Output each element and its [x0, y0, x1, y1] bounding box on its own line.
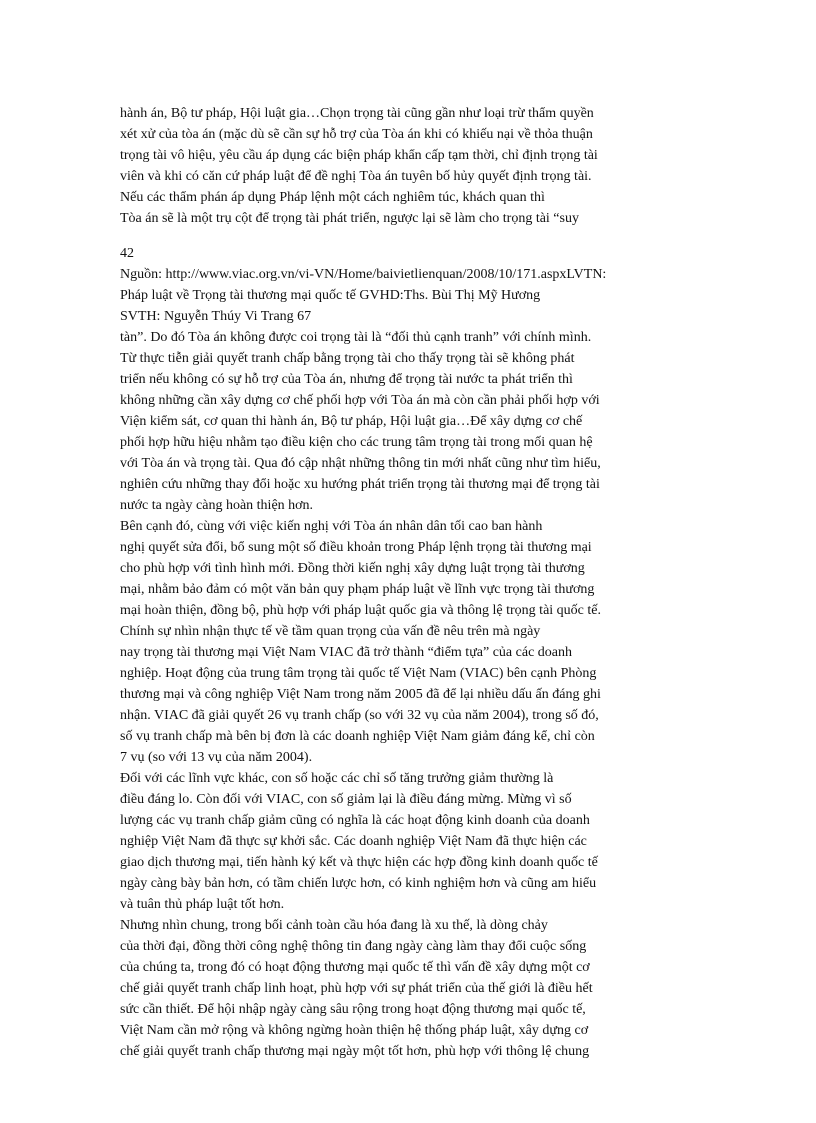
text-line: giao dịch thương mại, tiến hành ký kết và thực hiện các hợp đồng kinh doanh quốc tế	[120, 855, 598, 870]
text-line: Nhưng nhìn chung, trong bối cảnh toàn cầu hóa đang là xu thế, là dòng chảy	[120, 918, 548, 933]
footnote-number: 42	[120, 246, 134, 261]
text-line: lượng các vụ tranh chấp giảm cũng có nghĩa là các hoạt động kinh doanh của doanh	[120, 813, 590, 828]
text-line: triển nếu không có sự hỗ trợ của Tòa án, nhưng để trọng tài nước ta phát triển thì	[120, 372, 573, 387]
text-line: thương mại và công nghiệp Việt Nam trong năm 2005 đã để lại nhiều dấu ấn đáng ghi	[120, 687, 601, 702]
text-line: Viện kiểm sát, cơ quan thi hành án, Bộ tư pháp, Hội luật gia…Để xây dựng cơ chế	[120, 414, 583, 429]
text-line: trọng tài vô hiệu, yêu cầu áp dụng các biện pháp khẩn cấp tạm thời, chỉ định trọng tài	[120, 148, 598, 163]
text-line: sức cần thiết. Để hội nhập ngày càng sâu rộng trong hoạt động thương mại quốc tế,	[120, 1002, 586, 1017]
page-footer: SVTH: Nguyễn Thúy Vi Trang 67	[120, 309, 312, 324]
text-line: nghiên cứu những thay đổi hoặc xu hướng phát triển trọng tài thương mại để trọng tài	[120, 477, 600, 492]
text-line: nghị quyết sửa đổi, bổ sung một số điều khoản trong Pháp lệnh trọng tài thương mại	[120, 540, 592, 555]
text-line: chế giải quyết tranh chấp thương mại ngày một tốt hơn, phù hợp với thông lệ chung	[120, 1044, 590, 1059]
text-line: nước ta ngày càng hoàn thiện hơn.	[120, 498, 314, 513]
text-line: Việt Nam cần mở rộng và không ngừng hoàn thiện hệ thống pháp luật, xây dựng cơ	[120, 1023, 589, 1038]
text-line: chế giải quyết tranh chấp linh hoạt, phù hợp với sự phát triển của thế giới là điều hết	[120, 981, 593, 996]
text-line: nghiệp. Hoạt động của trung tâm trọng tài quốc tế Việt Nam (VIAC) bên cạnh Phòng	[120, 666, 597, 681]
text-line: của thời đại, đồng thời công nghệ thông tin đang ngày càng làm thay đổi cuộc sống	[120, 939, 587, 954]
text-line: Từ thực tiễn giải quyết tranh chấp bằng trọng tài cho thấy trọng tài sẽ không phát	[120, 351, 575, 366]
text-line: ngày càng bày bản hơn, có tầm chiến lược hơn, có kinh nghiệm hơn và cũng am hiểu	[120, 876, 597, 891]
text-line: hành án, Bộ tư pháp, Hội luật gia…Chọn trọng tài cũng gần như loại trừ thẩm quyền	[120, 106, 594, 121]
text-line: không những cần xây dựng cơ chế phối hợp với Tòa án mà còn cần phải phối hợp với	[120, 393, 600, 408]
text-line: của chúng ta, trong đó có hoạt động thương mại quốc tế thì vấn đề xây dựng một cơ	[120, 960, 590, 975]
text-line: nhận. VIAC đã giải quyết 26 vụ tranh chấp (so với 32 vụ của năm 2004), trong số đó,	[120, 708, 599, 723]
footnote-source: Nguồn: http://www.viac.org.vn/vi-VN/Home/baivietlienquan/2008/10/171.aspxLVTN:	[120, 267, 607, 282]
text-line: Đối với các lĩnh vực khác, con số hoặc các chỉ số tăng trưởng giảm thường là	[120, 771, 554, 786]
text-line: xét xử của tòa án (mặc dù sẽ cần sự hỗ trợ của Tòa án khi có khiếu nại về thỏa thuận	[120, 127, 593, 142]
text-line: và tuân thủ pháp luật tốt hơn.	[120, 897, 285, 912]
text-line: mại, nhằm bảo đảm có một văn bản quy phạm pháp luật về lĩnh vực trọng tài thương	[120, 582, 595, 597]
text-line: viên và khi có căn cứ pháp luật để đề nghị Tòa án tuyên bố hủy quyết định trọng tài.	[120, 169, 592, 184]
text-line: Chính sự nhìn nhận thực tế về tầm quan trọng của vấn đề nêu trên mà ngày	[120, 624, 541, 639]
text-line: Tòa án sẽ là một trụ cột để trọng tài phát triển, ngược lại sẽ làm cho trọng tài “suy	[120, 211, 579, 226]
text-line: tàn”. Do đó Tòa án không được coi trọng tài là “đối thủ cạnh tranh” với chính mình.	[120, 330, 592, 345]
text-line: 7 vụ (so với 13 vụ của năm 2004).	[120, 750, 313, 765]
text-line: điều đáng lo. Còn đối với VIAC, con số giảm lại là điều đáng mừng. Mừng vì số	[120, 792, 572, 807]
page-header: Pháp luật về Trọng tài thương mại quốc tế GVHD:Ths. Bùi Thị Mỹ Hương	[120, 288, 541, 303]
text-line: Bên cạnh đó, cùng với việc kiến nghị với Tòa án nhân dân tối cao ban hành	[120, 519, 543, 534]
text-line: nghiệp Việt Nam đã thực sự khởi sắc. Các doanh nghiệp Việt Nam đã thực hiện các	[120, 834, 587, 849]
text-line: cho phù hợp với tình hình mới. Đồng thời kiến nghị xây dựng luật trọng tài thương	[120, 561, 585, 576]
text-line: phối hợp hữu hiệu nhằm tạo điều kiện cho các trung tâm trọng tài trong mối quan hệ	[120, 435, 593, 450]
text-line: với Tòa án và trọng tài. Qua đó cập nhật những thông tin mới nhất cũng như tìm hiểu,	[120, 456, 601, 471]
text-line: mại hoàn thiện, đồng bộ, phù hợp với pháp luật quốc gia và thông lệ trọng tài quốc tế.	[120, 603, 601, 618]
text-line: số vụ tranh chấp mà bên bị đơn là các doanh nghiệp Việt Nam giảm đáng kể, chỉ còn	[120, 729, 595, 744]
text-line: nay trọng tài thương mại Việt Nam VIAC đã trở thành “điểm tựa” của các doanh	[120, 645, 572, 660]
text-line: Nếu các thẩm phán áp dụng Pháp lệnh một cách nghiêm túc, khách quan thì	[120, 190, 545, 205]
